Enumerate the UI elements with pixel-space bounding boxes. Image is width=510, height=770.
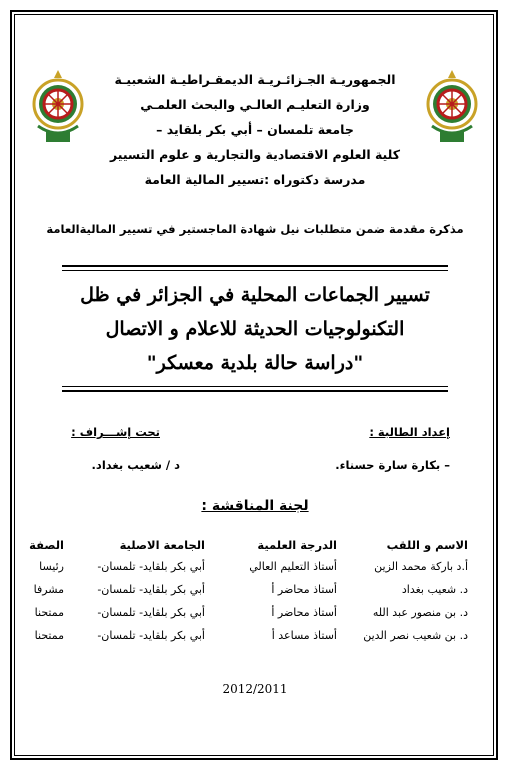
- member-name: أ.د باركة محمد الزين: [374, 560, 468, 573]
- member-university: أبي بكر بلقايد- تلمسان-: [97, 560, 205, 573]
- column-header-rank: الدرجة العلمية: [257, 538, 337, 552]
- committee-heading: لجنة المناقشة :: [201, 498, 309, 514]
- member-university: أبي بكر بلقايد- تلمسان-: [97, 629, 205, 642]
- ministry-name: وزارة التعليـم العالـي والبحث العلمـي: [140, 97, 370, 112]
- member-role: مشرفا: [33, 583, 64, 596]
- column-header-role: الصفة: [29, 538, 64, 552]
- academic-year: 2012/2011: [222, 682, 288, 696]
- member-rank: أستاذ التعليم العالي: [249, 560, 337, 573]
- doctoral-school: مدرسة دكتوراه :تسيير المالية العامة: [144, 172, 366, 187]
- faculty-name: كلية العلوم الاقتصادية والتجارية و علوم التسيير: [109, 147, 401, 162]
- column-header-name: الاسم و اللقب: [386, 538, 468, 552]
- republic-name: الجمهوريـة الجـزائـريـة الديمقـراطيـة الشعبيـة: [114, 72, 396, 87]
- thesis-title-line-3: "دراسة حالة بلدية معسكر": [146, 352, 364, 374]
- supervisor-name: د / شعيب بغداد.: [91, 458, 180, 472]
- student-name: – بكارة سارة حسناء.: [335, 458, 450, 472]
- member-university: أبي بكر بلقايد- تلمسان-: [97, 606, 205, 619]
- member-name: د. شعيب بغداد: [401, 583, 468, 596]
- member-name: د. بن منصور عبد الله: [372, 606, 468, 619]
- title-rule-top-1: [62, 265, 448, 267]
- title-rule-bottom-2: [62, 390, 448, 392]
- member-role: ممتحنا: [34, 629, 64, 642]
- supervisor-label: تحت إشـــراف :: [71, 425, 160, 439]
- member-name: د. بن شعيب نصر الدين: [363, 629, 468, 642]
- member-rank: أستاذ محاضر أ: [271, 583, 337, 596]
- thesis-title-line-1: تسيير الجماعات المحلية في الجزائر في ظل: [80, 284, 430, 306]
- column-header-university: الجامعة الاصلية: [119, 538, 205, 552]
- member-rank: أستاذ مساعد أ: [271, 629, 337, 642]
- member-university: أبي بكر بلقايد- تلمسان-: [97, 583, 205, 596]
- thesis-title-line-2: التكنولوجيات الحديثة للاعلام و الاتصال: [105, 318, 405, 340]
- title-rule-top-2: [62, 270, 448, 271]
- member-role: رئيسا: [39, 560, 64, 573]
- member-rank: أستاذ محاضر أ: [271, 606, 337, 619]
- university-name: جامعة تلمسان – أبي بكر بلقايد –: [156, 122, 354, 137]
- university-logo-right: [424, 66, 480, 148]
- title-rule-bottom-1: [62, 386, 448, 387]
- member-role: ممتحنا: [34, 606, 64, 619]
- student-label: إعداد الطالبة :: [369, 425, 450, 439]
- university-logo-left: [30, 66, 86, 148]
- memo-note: مذكرة مقدمة ضمن متطلبات نيل شهادة الماجستير في تسيير الماليةالعامة: [46, 222, 464, 236]
